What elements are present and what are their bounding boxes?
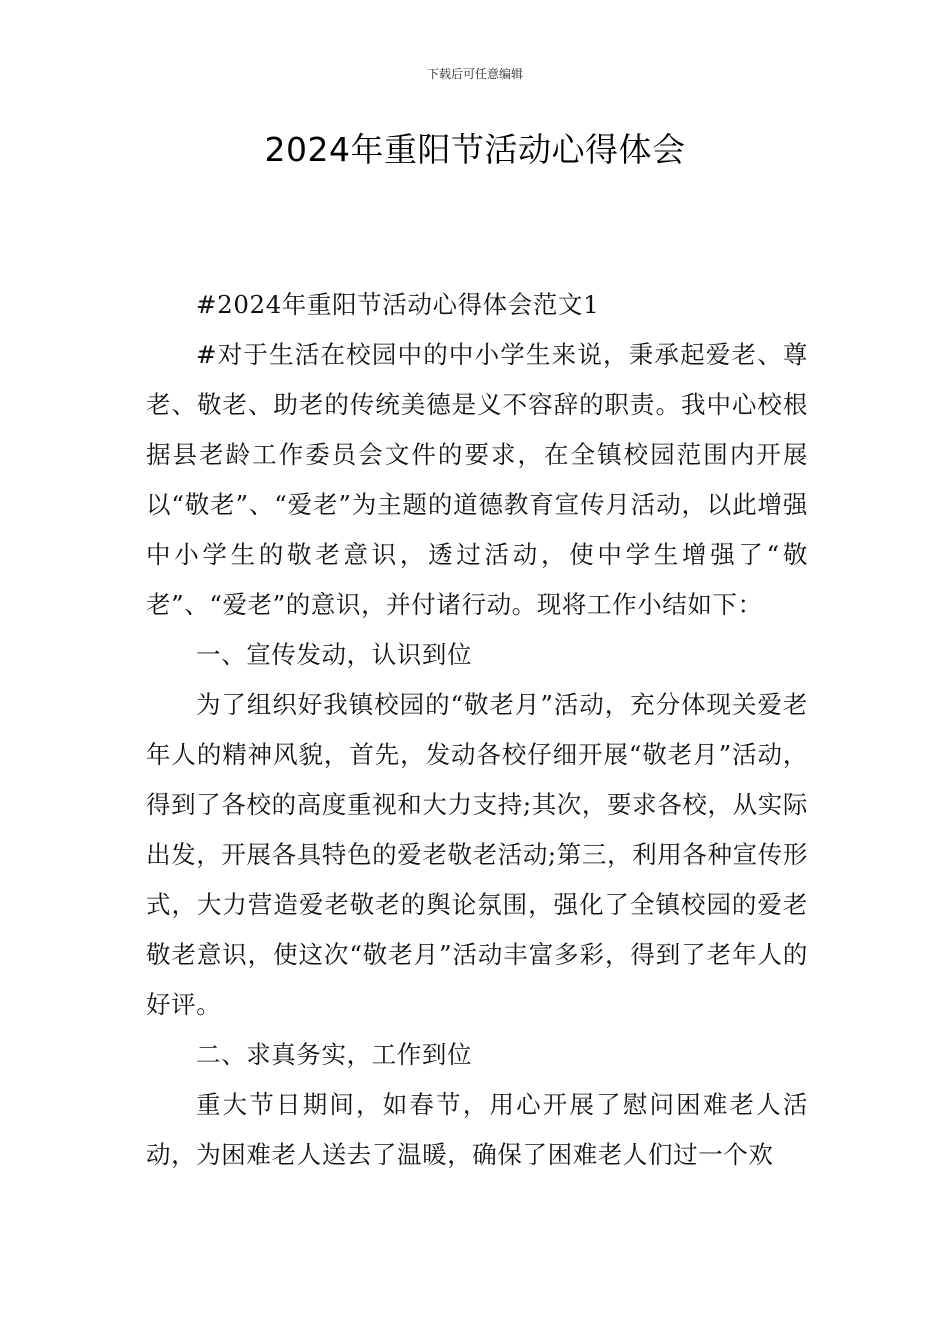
paragraph-section-2: 重大节日期间，如春节，用心开展了慰问困难老人活动，为困难老人送去了温暖，确保了困难老人们过一个欢 <box>146 1090 808 1169</box>
document-title: 2024年重阳节活动心得体会 <box>264 130 686 169</box>
header-note: 下载后可任意编辑 <box>426 67 523 81</box>
section-heading-1: 一、宣传发动，认识到位 <box>196 640 473 669</box>
paragraph-subtitle: #2024年重阳节活动心得体会范文1 <box>196 290 600 319</box>
section-heading-2: 二、求真务实，工作到位 <box>196 1040 473 1069</box>
paragraph-section-1: 为了组织好我镇校园的“敬老月”活动，充分体现关爱老年人的精神风貌，首先，发动各校仔细开展“敬老月”活动，得到了各校的高度重视和大力支持;其次，要求各校，从实际出发，开展各具特色的爱老敬老活动;第三，利用各种宣传形式，大力营造爱老敬老的舆论氛围，强化了全镇校园的爱老敬老意识，使这次“敬老月”活动丰富多彩，得到了老年人的好评。 <box>146 690 808 1019</box>
paragraph-intro: #对于生活在校园中的中小学生来说，秉承起爱老、尊老、敬老、助老的传统美德是义不容辞的职责。我中心校根据县老龄工作委员会文件的要求，在全镇校园范围内开展以“敬老”、“爱老”为主题的道德教育宣传月活动，以此增强中小学生的敬老意识，透过活动，使中学生增强了“敬老”、“爱老”的意识，并付诸行动。现将工作小结如下： <box>146 340 808 619</box>
document-body <box>146 280 808 1180</box>
